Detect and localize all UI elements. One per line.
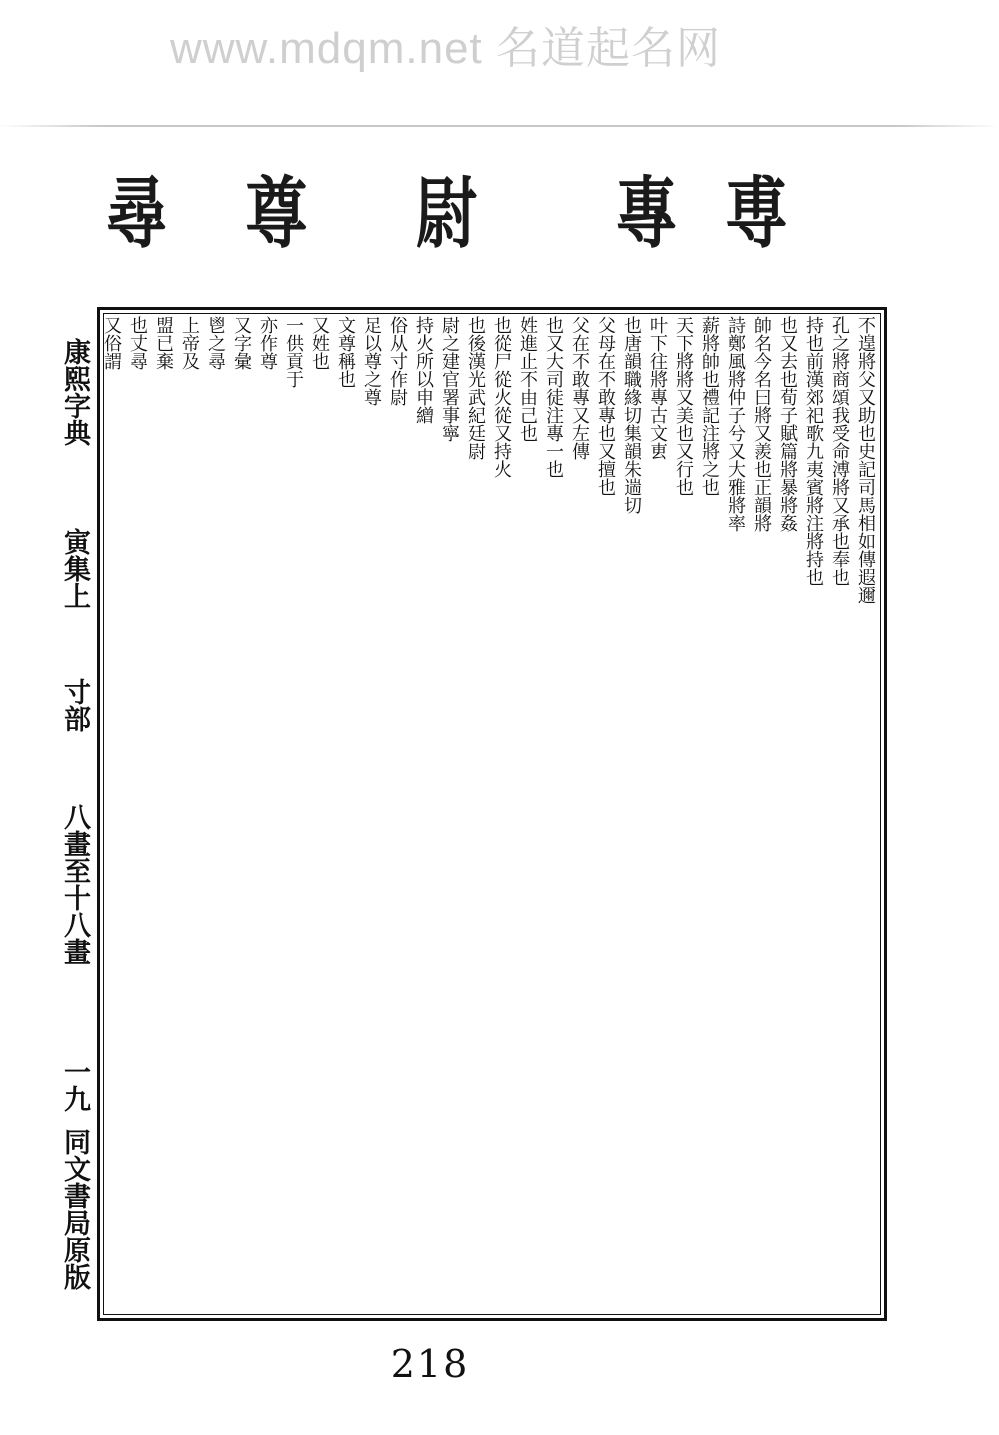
text-column: 持也前漢郊祀歌九夷賓將注將持也	[803, 316, 824, 586]
text-column: 父在不敢專又左傳	[569, 316, 590, 460]
top-rule	[0, 125, 999, 127]
text-column: 孔之將商頌我受命溥將又承也奉也	[829, 316, 850, 586]
seal-character-5: 尃	[715, 172, 788, 242]
text-column: 文尊稱也	[335, 316, 356, 388]
text-column: 足以尊之尊	[361, 316, 382, 406]
text-column: 亦作尊	[257, 316, 278, 370]
text-column: 父母在不敢專也又擅也	[595, 316, 616, 496]
seal-character-1: 尋	[95, 172, 168, 242]
seal-character-2: 尊	[235, 172, 308, 242]
seal-character-3: 尉	[405, 172, 478, 242]
text-column: 一供貢于	[283, 316, 304, 388]
radical-section: 寸部	[59, 678, 90, 732]
book-title: 康熙字典	[59, 338, 90, 446]
publisher-label: 同文書局原版	[59, 1128, 90, 1290]
text-columns	[101, 316, 878, 1312]
text-column: 姓進止不由己也	[517, 316, 538, 442]
text-column: 又字彙	[231, 316, 252, 370]
text-column: 盟已棄	[153, 316, 174, 370]
text-column: 也又去也荀子賦篇將暴將姦	[777, 316, 798, 532]
text-column: 又姓也	[309, 316, 330, 370]
volume-label: 寅集上	[59, 528, 90, 609]
text-column: 也丈尋	[127, 316, 148, 370]
seal-character-4: 專	[605, 172, 678, 242]
text-column: 薪將帥也禮記注將之也	[699, 316, 720, 496]
text-column: 俗从寸作尉	[387, 316, 408, 406]
page-number: 218	[390, 1342, 470, 1386]
text-column: 叶下往將專古文叀	[647, 316, 668, 460]
text-column: 也從尸從火從又持火	[491, 316, 512, 478]
text-column: 詩鄭風將仲子兮又大雅將率	[725, 316, 746, 532]
seal-heading-row	[90, 172, 900, 307]
text-column: 也又大司徒注專一也	[543, 316, 564, 478]
text-column: 尉之建官署事寧	[439, 316, 460, 442]
text-column: 持火所以申繒	[413, 316, 434, 424]
margin-strip	[50, 338, 98, 1318]
watermark-text: www.mdqm.net 名道起名网	[170, 24, 721, 73]
text-column: 又俗謂	[101, 316, 122, 370]
text-frame	[97, 307, 887, 1321]
text-column: 鬯之尋	[205, 316, 226, 370]
text-column: 上帝及	[179, 316, 200, 370]
text-column: 也唐韻職緣切集韻朱遄切	[621, 316, 642, 514]
text-column: 帥名今名曰將又羨也正韻將	[751, 316, 772, 532]
leaf-number: 一九	[59, 1058, 90, 1112]
text-column: 也後漢光武紀廷尉	[465, 316, 486, 460]
text-column: 天下將將又美也又行也	[673, 316, 694, 496]
text-column: 不遑將父又助也史記司馬相如傳遐邇	[855, 316, 876, 604]
stroke-range: 八畫至十八畫	[59, 803, 90, 965]
